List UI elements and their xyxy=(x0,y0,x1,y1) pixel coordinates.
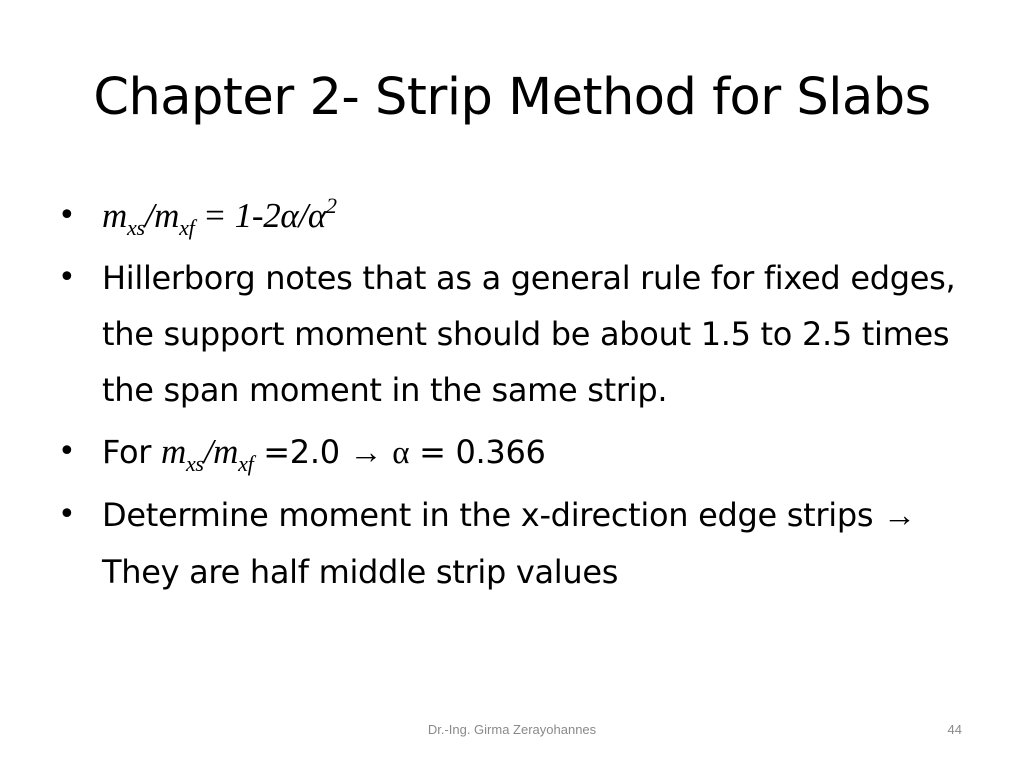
bullet-marker: • xyxy=(58,198,76,233)
bullet-list xyxy=(58,188,978,606)
bullet-marker: • xyxy=(58,260,76,295)
bullet-marker: • xyxy=(58,497,76,532)
arrow-right-icon: → xyxy=(883,498,916,534)
bullet-text-after: They are half middle strip values xyxy=(102,553,619,591)
bullet-marker: • xyxy=(58,434,76,469)
bullet-suffix: = 0.366 xyxy=(409,433,546,471)
bullet-item-2 xyxy=(58,250,978,418)
arrow-right-icon: → xyxy=(349,435,383,471)
bullet-item-4 xyxy=(58,487,978,600)
bullet-text-before: Determine moment in the x-direction edge strips xyxy=(102,496,884,534)
bullet-text: Hillerborg notes that as a general rule for fixed edges, the support moment should be about 1.5 to 2.5 times the span moment in the same strip. xyxy=(102,259,956,409)
footer-author: Dr.-Ing. Girma Zerayohannes xyxy=(427,722,597,737)
bullet-item-3 xyxy=(58,424,978,481)
slide-title: Chapter 2- Strip Method for Slabs xyxy=(93,68,931,127)
formula-moment-ratio: $m_{xs}/m_{xf} = 1-2\alpha/\alpha^2$ xyxy=(102,193,337,240)
bullet-prefix: For xyxy=(102,433,161,471)
bullet-item-1 xyxy=(58,188,978,244)
formula-ratio: $m_{xs}/m_{xf}$ xyxy=(160,432,254,476)
bullet-mid: =2.0 xyxy=(253,433,350,471)
alpha-symbol: α xyxy=(392,435,410,471)
page-number: 44 xyxy=(947,722,962,737)
